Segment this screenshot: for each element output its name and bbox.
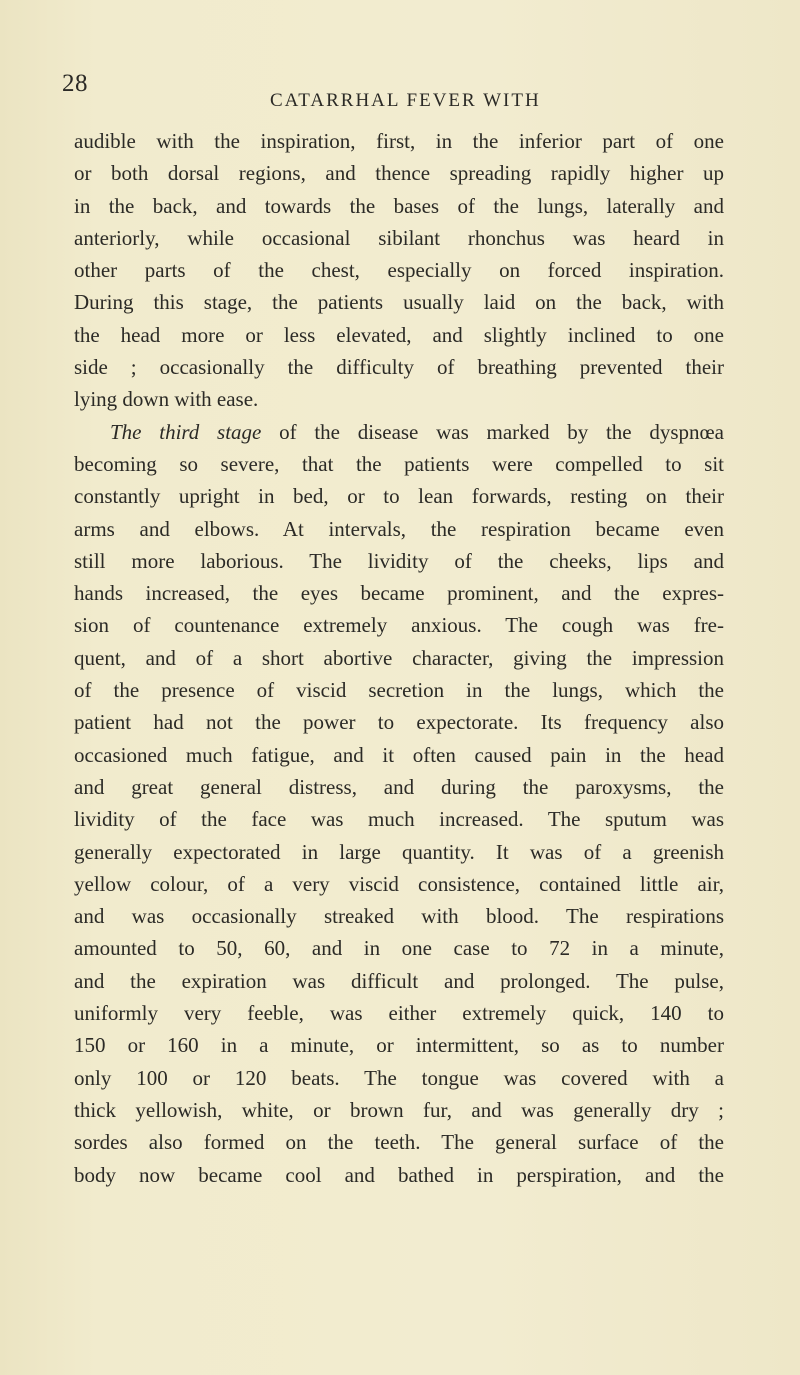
text-line: body now became cool and bathed in perspiration, and the xyxy=(74,1162,724,1187)
text-line: and was occasionally streaked with blood. The respirations xyxy=(74,904,724,929)
line-rest: of the disease was marked by the dyspnœa xyxy=(261,419,725,444)
paragraph-2 xyxy=(74,416,724,1191)
italic-lead: The third stage xyxy=(110,419,262,444)
text-line: anteriorly, while occasional sibilant rhonchus was heard in xyxy=(74,225,724,250)
text-line: only 100 or 120 beats. The tongue was covered with a xyxy=(74,1065,724,1090)
text-line: of the presence of viscid secretion in the lungs, which the xyxy=(74,678,724,703)
text-line: and great general distress, and during the paroxysms, the xyxy=(74,774,724,799)
text-line: thick yellowish, white, or brown fur, and was generally dry ; xyxy=(74,1097,724,1122)
text-line: constantly upright in bed, or to lean forwards, resting on their xyxy=(74,484,724,509)
text-line: quent, and of a short abortive character, giving the impression xyxy=(74,645,724,670)
running-title: CATARRHAL FEVER WITH xyxy=(270,90,541,111)
text-line: other parts of the chest, especially on forced inspiration. xyxy=(74,258,724,283)
text-line: occasioned much fatigue, and it often caused pain in the head xyxy=(74,742,724,767)
text-line: or both dorsal regions, and thence spreading rapidly higher up xyxy=(74,161,724,186)
body-text xyxy=(74,125,724,1191)
text-line: lividity of the face was much increased. The sputum was xyxy=(74,807,724,832)
paragraph-1 xyxy=(74,125,724,416)
text-line: arms and elbows. At intervals, the respiration became even xyxy=(74,516,724,541)
text-line: in the back, and towards the bases of the lungs, laterally and xyxy=(74,193,724,218)
text-line xyxy=(74,416,724,448)
text-line: uniformly very feeble, was either extremely quick, 140 to xyxy=(74,1001,724,1026)
text-line: audible with the inspiration, first, in the inferior part of one xyxy=(74,129,724,153)
text-line: hands increased, the eyes became prominent, and the expres- xyxy=(74,581,724,606)
text-line: sion of countenance extremely anxious. The cough was fre- xyxy=(74,613,724,638)
text-line: During this stage, the patients usually laid on the back, with xyxy=(74,290,724,315)
text-line: becoming so severe, that the patients were compelled to sit xyxy=(74,451,724,476)
text-line: yellow colour, of a very viscid consistence, contained little air, xyxy=(74,871,724,896)
text-line: the head more or less elevated, and slightly inclined to one xyxy=(74,322,724,347)
text-line: amounted to 50, 60, and in one case to 72 in a minute, xyxy=(74,936,724,961)
text-line: and the expiration was difficult and prolonged. The pulse, xyxy=(74,968,724,993)
text-line: side ; occasionally the difficulty of breathing prevented their xyxy=(74,355,724,380)
text-line: patient had not the power to expectorate. Its frequency also xyxy=(74,710,724,735)
text-line: 150 or 160 in a minute, or intermittent, so as to number xyxy=(74,1033,724,1058)
page-number: 28 xyxy=(62,70,88,97)
text-line: lying down with ease. xyxy=(74,387,259,412)
text-line: generally expectorated in large quantity. It was of a greenish xyxy=(74,839,724,864)
text-line: still more laborious. The lividity of the cheeks, lips and xyxy=(74,548,724,573)
text-line: sordes also formed on the teeth. The general surface of the xyxy=(74,1130,724,1155)
